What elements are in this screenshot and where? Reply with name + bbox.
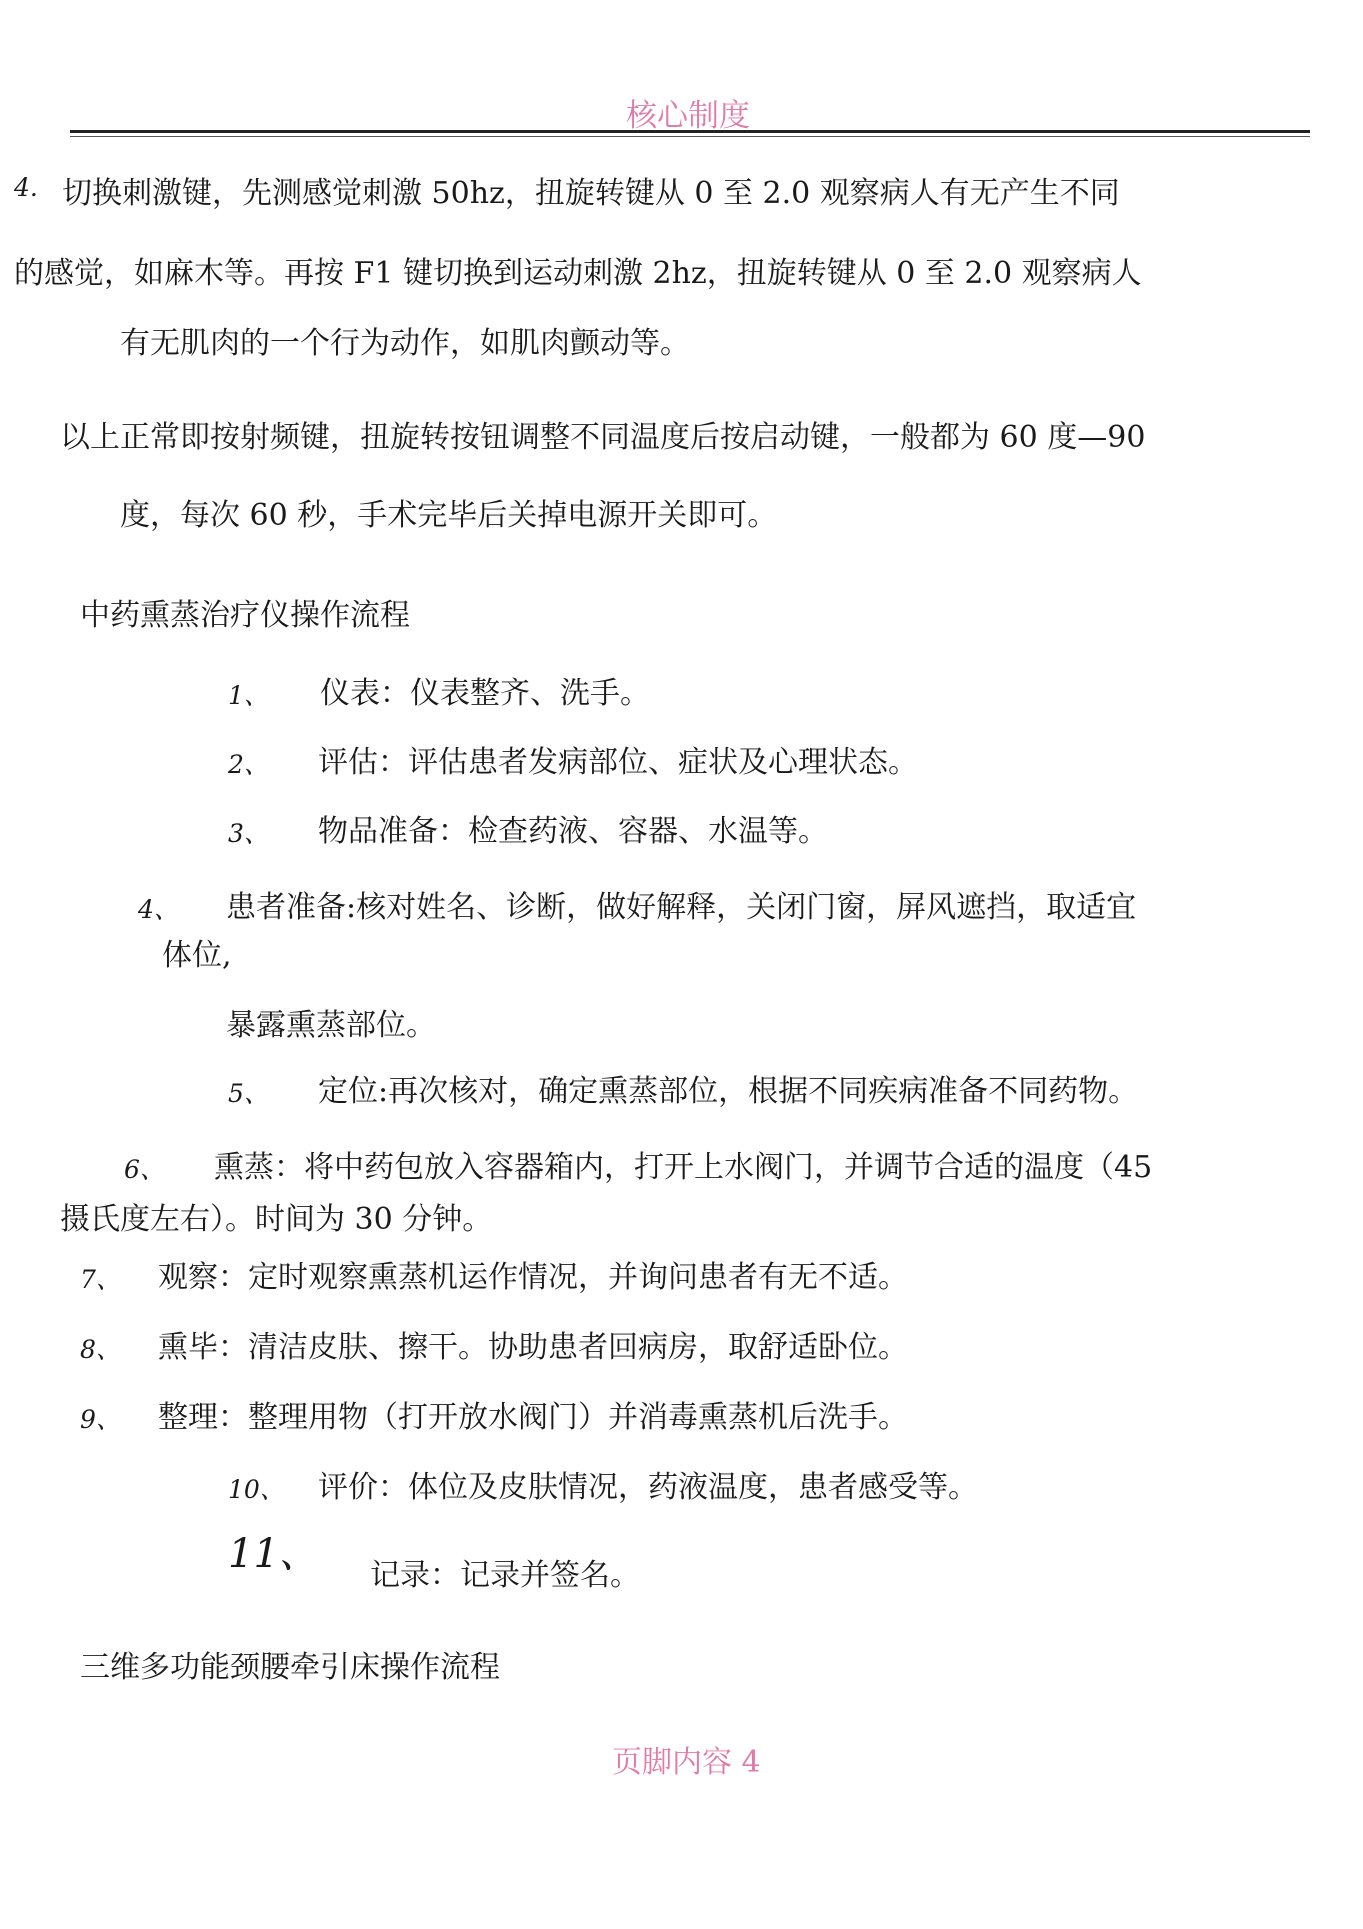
step-text: 熏蒸：将中药包放入容器箱内，打开上水阀门，并调节合适的温度（45: [214, 1150, 1153, 1185]
step-number-large: 11、: [228, 1531, 319, 1577]
intro-line-2: 的感觉，如麻木等。再按 F1 键切换到运动刺激 2hz，扭旋转键从 0 至 2.0 观察病人: [14, 256, 1142, 291]
step-text: 熏毕：清洁皮肤、擦干。协助患者回病房，取舒适卧位。: [158, 1330, 908, 1365]
intro-line-3: 有无肌肉的一个行为动作，如肌肉颤动等。: [120, 326, 690, 361]
step-number: 7、: [80, 1265, 121, 1294]
step-text: 观察：定时观察熏蒸机运作情况，并询问患者有无不适。: [158, 1260, 908, 1295]
intro-item-number: 4.: [14, 173, 38, 202]
step-text: 物品准备：检查药液、容器、水温等。: [318, 814, 828, 849]
step-text: 评估：评估患者发病部位、症状及心理状态。: [318, 745, 918, 780]
intro-line-1: 切换刺激键，先测感觉刺激 50hz，扭旋转键从 0 至 2.0 观察病人有无产生不同: [62, 176, 1120, 211]
step-number: 2、: [228, 750, 269, 779]
step-number: 3、: [228, 819, 269, 848]
step-number: 10、: [228, 1475, 285, 1504]
step-text-continuation: 暴露熏蒸部位。: [226, 1008, 436, 1043]
step-text: 整理：整理用物（打开放水阀门）并消毒熏蒸机后洗手。: [158, 1400, 908, 1435]
section-title-traction-bed: 三维多功能颈腰牵引床操作流程: [80, 1650, 500, 1685]
step-number: 8、: [80, 1335, 121, 1364]
step-number: 5、: [228, 1079, 269, 1108]
page-footer: 页脚内容 4: [612, 1745, 761, 1780]
step-text: 记录：记录并签名。: [370, 1558, 640, 1593]
header-rule-thin: [70, 136, 1310, 137]
section-title-herbal-fumigation: 中药熏蒸治疗仪操作流程: [80, 598, 410, 633]
step-text: 定位:再次核对，确定熏蒸部位，根据不同疾病准备不同药物。: [318, 1074, 1139, 1109]
step-number: 6、: [124, 1155, 165, 1184]
step-number: 9、: [80, 1405, 121, 1434]
step-text: 仪表：仪表整齐、洗手。: [320, 676, 650, 711]
step-number: 4、: [138, 895, 179, 924]
step-text-continuation: 摄氏度左右）。时间为 30 分钟。: [60, 1202, 493, 1237]
intro-line-4: 以上正常即按射频键，扭旋转按钮调整不同温度后按启动键，一般都为 60 度—90: [60, 420, 1146, 455]
header-rule-thick: [70, 130, 1310, 133]
step-text: 患者准备:核对姓名、诊断，做好解释，关闭门窗，屏风遮挡，取适宜: [226, 890, 1137, 925]
step-text: 评价：体位及皮肤情况，药液温度，患者感受等。: [318, 1470, 978, 1505]
intro-line-5: 度，每次 60 秒，手术完毕后关掉电源开关即可。: [120, 498, 778, 533]
step-text-continuation: 体位,: [162, 938, 232, 973]
page-header-title: 核心制度: [626, 98, 750, 134]
step-number: 1、: [228, 681, 269, 710]
